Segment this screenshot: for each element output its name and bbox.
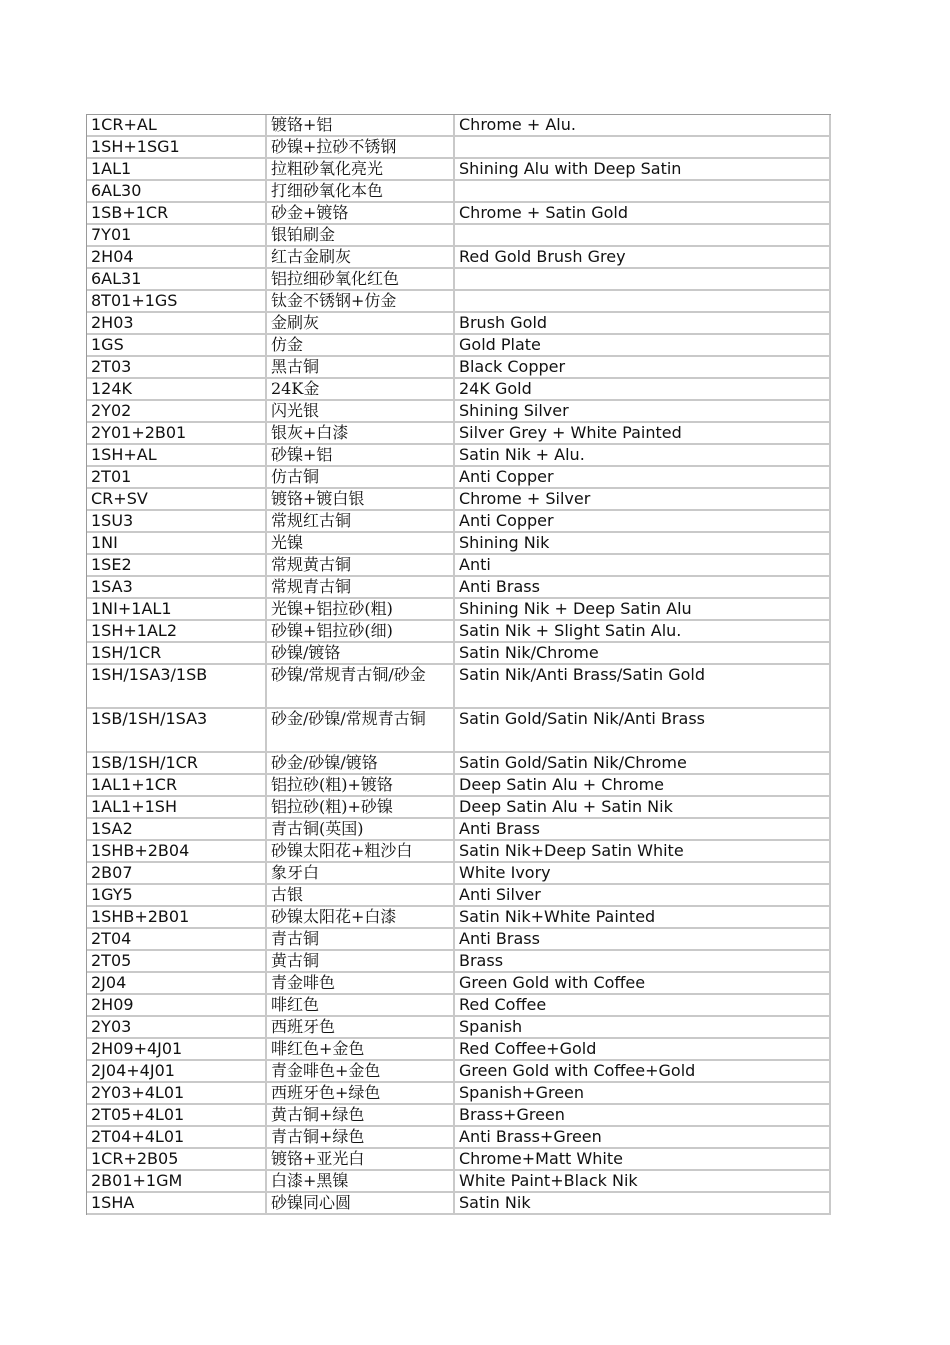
english-name-cell: White Paint+Black Nik <box>455 1171 831 1193</box>
english-name-cell: Red Gold Brush Grey <box>455 247 831 269</box>
table-row <box>87 291 831 313</box>
english-name-cell <box>455 225 831 247</box>
chinese-name-cell: 砂镍+铝 <box>267 445 455 467</box>
finish-code-cell: 1SH+1SG1 <box>87 137 267 159</box>
english-name-cell: Satin Nik + Slight Satin Alu. <box>455 621 831 643</box>
table-row <box>87 929 831 951</box>
english-name-cell: Chrome + Silver <box>455 489 831 511</box>
english-name-cell: Gold Plate <box>455 335 831 357</box>
chinese-name-cell: 砂金/砂镍/镀铬 <box>267 753 455 775</box>
finish-code-cell: 2Y03 <box>87 1017 267 1039</box>
finish-code-cell: 1GS <box>87 335 267 357</box>
finish-code-cell: 1SA2 <box>87 819 267 841</box>
table-row <box>87 533 831 555</box>
chinese-name-cell: 光镍+铝拉砂(粗) <box>267 599 455 621</box>
finish-code-cell: 1SH/1CR <box>87 643 267 665</box>
chinese-name-cell: 常规红古铜 <box>267 511 455 533</box>
chinese-name-cell: 青古铜+绿色 <box>267 1127 455 1149</box>
finish-code-cell: 1SB/1SH/1CR <box>87 753 267 775</box>
english-name-cell: Green Gold with Coffee <box>455 973 831 995</box>
chinese-name-cell: 西班牙色 <box>267 1017 455 1039</box>
chinese-name-cell: 啡红色 <box>267 995 455 1017</box>
table-row <box>87 841 831 863</box>
table-row <box>87 995 831 1017</box>
finish-code-cell: 1SH+1AL2 <box>87 621 267 643</box>
chinese-name-cell: 砂镍/常规青古铜/砂金 <box>267 665 455 709</box>
english-name-cell: Brass+Green <box>455 1105 831 1127</box>
table-row <box>87 951 831 973</box>
chinese-name-cell: 砂镍+拉砂不锈钢 <box>267 137 455 159</box>
table-row <box>87 423 831 445</box>
chinese-name-cell: 镀铬+亚光白 <box>267 1149 455 1171</box>
table-row <box>87 159 831 181</box>
english-name-cell: Deep Satin Alu + Satin Nik <box>455 797 831 819</box>
table-row <box>87 665 831 709</box>
english-name-cell: Black Copper <box>455 357 831 379</box>
finish-code-cell: 2H04 <box>87 247 267 269</box>
finish-code-cell: 2B07 <box>87 863 267 885</box>
chinese-name-cell: 仿古铜 <box>267 467 455 489</box>
table-row <box>87 225 831 247</box>
english-name-cell: Deep Satin Alu + Chrome <box>455 775 831 797</box>
chinese-name-cell: 拉粗砂氧化亮光 <box>267 159 455 181</box>
chinese-name-cell: 砂镍太阳花+粗沙白 <box>267 841 455 863</box>
english-name-cell: Silver Grey + White Painted <box>455 423 831 445</box>
finish-code-cell: 1AL1+1CR <box>87 775 267 797</box>
english-name-cell: Chrome + Satin Gold <box>455 203 831 225</box>
finish-code-cell: 124K <box>87 379 267 401</box>
table-row <box>87 885 831 907</box>
finish-code-cell: 1NI+1AL1 <box>87 599 267 621</box>
finish-code-cell: 6AL31 <box>87 269 267 291</box>
chinese-name-cell: 铝拉砂(粗)+砂镍 <box>267 797 455 819</box>
table-row <box>87 819 831 841</box>
chinese-name-cell: 青古铜(英国) <box>267 819 455 841</box>
chinese-name-cell: 青金啡色+金色 <box>267 1061 455 1083</box>
table-row <box>87 863 831 885</box>
finish-code-cell: 2T01 <box>87 467 267 489</box>
english-name-cell: Satin Nik + Alu. <box>455 445 831 467</box>
english-name-cell <box>455 181 831 203</box>
chinese-name-cell: 砂金+镀铬 <box>267 203 455 225</box>
english-name-cell: Anti Silver <box>455 885 831 907</box>
finish-code-cell: 1SE2 <box>87 555 267 577</box>
table-row <box>87 467 831 489</box>
chinese-name-cell: 铝拉砂(粗)+镀铬 <box>267 775 455 797</box>
chinese-name-cell: 黄古铜+绿色 <box>267 1105 455 1127</box>
table-row <box>87 1105 831 1127</box>
table-row <box>87 115 831 137</box>
chinese-name-cell: 打细砂氧化本色 <box>267 181 455 203</box>
table-row <box>87 313 831 335</box>
finish-code-cell: 2Y01+2B01 <box>87 423 267 445</box>
english-name-cell: Satin Gold/Satin Nik/Anti Brass <box>455 709 831 753</box>
finish-code-cell: 2J04+4J01 <box>87 1061 267 1083</box>
english-name-cell: Satin Nik+Deep Satin White <box>455 841 831 863</box>
table-row <box>87 335 831 357</box>
chinese-name-cell: 砂镍同心圆 <box>267 1193 455 1215</box>
finish-code-cell: 1SH+AL <box>87 445 267 467</box>
english-name-cell: Spanish <box>455 1017 831 1039</box>
english-name-cell: Satin Nik+White Painted <box>455 907 831 929</box>
finish-code-cell: 1SB+1CR <box>87 203 267 225</box>
finish-code-sheet <box>86 114 830 1215</box>
english-name-cell: Shining Nik <box>455 533 831 555</box>
english-name-cell: Shining Alu with Deep Satin <box>455 159 831 181</box>
chinese-name-cell: 常规青古铜 <box>267 577 455 599</box>
table-row <box>87 269 831 291</box>
chinese-name-cell: 红古金刷灰 <box>267 247 455 269</box>
table-row <box>87 1061 831 1083</box>
finish-code-cell: 2T05+4L01 <box>87 1105 267 1127</box>
finish-code-cell: 1SA3 <box>87 577 267 599</box>
english-name-cell: Anti Brass <box>455 929 831 951</box>
table-row <box>87 797 831 819</box>
english-name-cell: Anti Copper <box>455 467 831 489</box>
table-row <box>87 1017 831 1039</box>
table-row <box>87 907 831 929</box>
finish-code-cell: 1AL1+1SH <box>87 797 267 819</box>
table-row <box>87 775 831 797</box>
table-row <box>87 577 831 599</box>
english-name-cell: Anti Brass+Green <box>455 1127 831 1149</box>
chinese-name-cell: 砂镍+铝拉砂(细) <box>267 621 455 643</box>
english-name-cell: Anti Copper <box>455 511 831 533</box>
chinese-name-cell: 象牙白 <box>267 863 455 885</box>
chinese-name-cell: 银灰+白漆 <box>267 423 455 445</box>
table-row <box>87 401 831 423</box>
table-row <box>87 555 831 577</box>
finish-code-cell: CR+SV <box>87 489 267 511</box>
finish-code-cell: 1SHB+2B04 <box>87 841 267 863</box>
chinese-name-cell: 砂镍/镀铬 <box>267 643 455 665</box>
finish-code-cell: 2Y02 <box>87 401 267 423</box>
finish-code-cell: 1SH/1SA3/1SB <box>87 665 267 709</box>
chinese-name-cell: 砂镍太阳花+白漆 <box>267 907 455 929</box>
finish-code-cell: 1AL1 <box>87 159 267 181</box>
chinese-name-cell: 啡红色+金色 <box>267 1039 455 1061</box>
chinese-name-cell: 银铂刷金 <box>267 225 455 247</box>
table-row <box>87 247 831 269</box>
finish-code-cell: 1CR+2B05 <box>87 1149 267 1171</box>
finish-code-cell: 2B01+1GM <box>87 1171 267 1193</box>
chinese-name-cell: 闪光银 <box>267 401 455 423</box>
english-name-cell: Brass <box>455 951 831 973</box>
english-name-cell: White Ivory <box>455 863 831 885</box>
table-row <box>87 621 831 643</box>
english-name-cell: Satin Nik/Anti Brass/Satin Gold <box>455 665 831 709</box>
chinese-name-cell: 古银 <box>267 885 455 907</box>
finish-code-cell: 1SB/1SH/1SA3 <box>87 709 267 753</box>
english-name-cell: Brush Gold <box>455 313 831 335</box>
finish-code-cell: 8T01+1GS <box>87 291 267 313</box>
english-name-cell: Anti <box>455 555 831 577</box>
chinese-name-cell: 常规黄古铜 <box>267 555 455 577</box>
finish-code-cell: 2T05 <box>87 951 267 973</box>
english-name-cell: 24K Gold <box>455 379 831 401</box>
chinese-name-cell: 黄古铜 <box>267 951 455 973</box>
table-row <box>87 1193 831 1215</box>
finish-table-body <box>87 115 831 1215</box>
table-row <box>87 599 831 621</box>
english-name-cell: Satin Gold/Satin Nik/Chrome <box>455 753 831 775</box>
table-row <box>87 379 831 401</box>
chinese-name-cell: 金刷灰 <box>267 313 455 335</box>
english-name-cell: Green Gold with Coffee+Gold <box>455 1061 831 1083</box>
english-name-cell <box>455 269 831 291</box>
english-name-cell: Satin Nik <box>455 1193 831 1215</box>
finish-code-cell: 2H09 <box>87 995 267 1017</box>
finish-code-cell: 7Y01 <box>87 225 267 247</box>
finish-code-cell: 1NI <box>87 533 267 555</box>
finish-code-cell: 1CR+AL <box>87 115 267 137</box>
table-row <box>87 203 831 225</box>
chinese-name-cell: 镀铬+镀白银 <box>267 489 455 511</box>
finish-code-cell: 2J04 <box>87 973 267 995</box>
chinese-name-cell: 铝拉细砂氧化红色 <box>267 269 455 291</box>
chinese-name-cell: 砂金/砂镍/常规青古铜 <box>267 709 455 753</box>
chinese-name-cell: 黑古铜 <box>267 357 455 379</box>
table-row <box>87 1149 831 1171</box>
finish-code-cell: 2H03 <box>87 313 267 335</box>
finish-code-cell: 2T03 <box>87 357 267 379</box>
table-row <box>87 1039 831 1061</box>
table-row <box>87 1127 831 1149</box>
chinese-name-cell: 24K金 <box>267 379 455 401</box>
chinese-name-cell: 仿金 <box>267 335 455 357</box>
finish-code-cell: 1GY5 <box>87 885 267 907</box>
english-name-cell: Red Coffee <box>455 995 831 1017</box>
chinese-name-cell: 光镍 <box>267 533 455 555</box>
chinese-name-cell: 钛金不锈钢+仿金 <box>267 291 455 313</box>
table-row <box>87 643 831 665</box>
english-name-cell: Anti Brass <box>455 819 831 841</box>
chinese-name-cell: 西班牙色+绿色 <box>267 1083 455 1105</box>
finish-code-cell: 1SHA <box>87 1193 267 1215</box>
finish-code-cell: 2Y03+4L01 <box>87 1083 267 1105</box>
chinese-name-cell: 镀铬+铝 <box>267 115 455 137</box>
english-name-cell <box>455 291 831 313</box>
english-name-cell: Spanish+Green <box>455 1083 831 1105</box>
english-name-cell: Chrome + Alu. <box>455 115 831 137</box>
english-name-cell: Shining Nik + Deep Satin Alu <box>455 599 831 621</box>
table-row <box>87 137 831 159</box>
table-row <box>87 445 831 467</box>
table-row <box>87 753 831 775</box>
chinese-name-cell: 青金啡色 <box>267 973 455 995</box>
finish-code-cell: 2T04 <box>87 929 267 951</box>
chinese-name-cell: 青古铜 <box>267 929 455 951</box>
english-name-cell: Shining Silver <box>455 401 831 423</box>
table-row <box>87 489 831 511</box>
table-row <box>87 181 831 203</box>
english-name-cell: Red Coffee+Gold <box>455 1039 831 1061</box>
english-name-cell: Chrome+Matt White <box>455 1149 831 1171</box>
finish-code-table <box>86 114 831 1215</box>
table-row <box>87 1171 831 1193</box>
table-row <box>87 1083 831 1105</box>
finish-code-cell: 6AL30 <box>87 181 267 203</box>
english-name-cell: Anti Brass <box>455 577 831 599</box>
english-name-cell <box>455 137 831 159</box>
chinese-name-cell: 白漆+黑镍 <box>267 1171 455 1193</box>
english-name-cell: Satin Nik/Chrome <box>455 643 831 665</box>
table-row <box>87 357 831 379</box>
table-row <box>87 973 831 995</box>
finish-code-cell: 2T04+4L01 <box>87 1127 267 1149</box>
finish-code-cell: 2H09+4J01 <box>87 1039 267 1061</box>
finish-code-cell: 1SU3 <box>87 511 267 533</box>
table-row <box>87 511 831 533</box>
table-row <box>87 709 831 753</box>
finish-code-cell: 1SHB+2B01 <box>87 907 267 929</box>
